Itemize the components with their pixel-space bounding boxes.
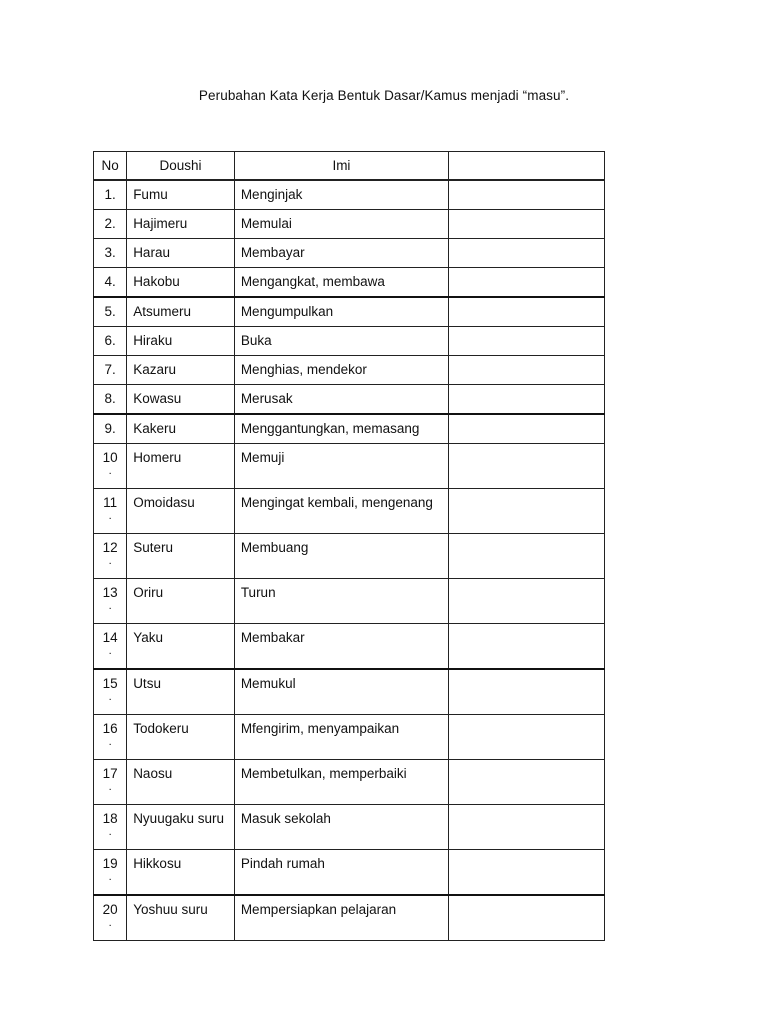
row-number — [94, 180, 127, 210]
table-row — [94, 239, 605, 268]
table-header-row — [94, 152, 605, 181]
table-row — [94, 850, 605, 896]
blank-cell — [449, 356, 605, 385]
imi-cell: Mengumpulkan — [234, 297, 448, 327]
doushi-cell: Hakobu — [127, 268, 235, 298]
table-row — [94, 489, 605, 534]
row-number-text: 17 — [102, 766, 118, 781]
row-number-dot: . — [108, 600, 112, 612]
table-row — [94, 356, 605, 385]
table-row — [94, 624, 605, 670]
row-number-dot: . — [108, 736, 112, 748]
row-number — [94, 624, 127, 670]
row-number-dot: . — [108, 917, 112, 929]
blank-cell — [449, 669, 605, 715]
row-number-text: 5. — [104, 304, 116, 319]
imi-cell: Mempersiapkan pelajaran — [234, 895, 448, 941]
row-number-text: 14 — [102, 630, 118, 645]
row-number-text: 9. — [104, 421, 116, 436]
row-number — [94, 297, 127, 327]
blank-cell — [449, 805, 605, 850]
imi-cell: Masuk sekolah — [234, 805, 448, 850]
row-number-text: 3. — [104, 245, 116, 260]
row-number-text: 10 — [102, 450, 118, 465]
row-number — [94, 760, 127, 805]
blank-cell — [449, 327, 605, 356]
doushi-cell: Hajimeru — [127, 210, 235, 239]
row-number — [94, 210, 127, 239]
imi-cell: Pindah rumah — [234, 850, 448, 896]
doushi-cell: Kowasu — [127, 385, 235, 415]
table-row — [94, 534, 605, 579]
row-number-dot: . — [108, 645, 112, 657]
blank-cell — [449, 489, 605, 534]
row-number-dot: . — [108, 781, 112, 793]
imi-cell: Mfengirim, menyampaikan — [234, 715, 448, 760]
row-number — [94, 669, 127, 715]
doushi-cell: Nyuugaku suru — [127, 805, 235, 850]
row-number-dot: . — [108, 691, 112, 703]
blank-cell — [449, 760, 605, 805]
imi-cell: Menghias, mendekor — [234, 356, 448, 385]
blank-cell — [449, 385, 605, 415]
doushi-cell: Hikkosu — [127, 850, 235, 896]
row-number-text: 13 — [102, 585, 118, 600]
blank-cell — [449, 895, 605, 941]
imi-cell: Menginjak — [234, 180, 448, 210]
row-number — [94, 534, 127, 579]
doushi-cell: Homeru — [127, 444, 235, 489]
row-number-dot: . — [108, 555, 112, 567]
doushi-cell: Kakeru — [127, 414, 235, 444]
row-number-text: 18 — [102, 811, 118, 826]
row-number — [94, 385, 127, 415]
doushi-cell: Atsumeru — [127, 297, 235, 327]
imi-cell: Merusak — [234, 385, 448, 415]
row-number-text: 12 — [102, 540, 118, 555]
row-number-text: 2. — [104, 216, 116, 231]
row-number-text: 15 — [102, 676, 118, 691]
doushi-cell: Kazaru — [127, 356, 235, 385]
table-row — [94, 805, 605, 850]
blank-cell — [449, 534, 605, 579]
table-row — [94, 210, 605, 239]
row-number-text: 11 — [103, 495, 118, 510]
blank-cell — [449, 579, 605, 624]
row-number — [94, 715, 127, 760]
blank-cell — [449, 297, 605, 327]
imi-cell: Memukul — [234, 669, 448, 715]
doushi-cell: Omoidasu — [127, 489, 235, 534]
doushi-cell: Oriru — [127, 579, 235, 624]
row-number — [94, 489, 127, 534]
imi-cell: Buka — [234, 327, 448, 356]
page-title: Perubahan Kata Kerja Bentuk Dasar/Kamus menjadi “masu”. — [198, 88, 570, 103]
imi-cell: Membayar — [234, 239, 448, 268]
imi-cell: Turun — [234, 579, 448, 624]
table-row — [94, 444, 605, 489]
row-number-text: 1. — [104, 187, 116, 202]
table-row — [94, 895, 605, 941]
row-number — [94, 579, 127, 624]
header-imi: Imi — [234, 152, 448, 181]
row-number-text: 19 — [102, 856, 118, 871]
imi-cell: Memulai — [234, 210, 448, 239]
table-row — [94, 327, 605, 356]
row-number — [94, 239, 127, 268]
table-row — [94, 579, 605, 624]
imi-cell: Membetulkan, memperbaiki — [234, 760, 448, 805]
imi-cell: Mengangkat, membawa — [234, 268, 448, 298]
table-row — [94, 385, 605, 415]
row-number-text: 16 — [102, 721, 118, 736]
header-no: No — [94, 152, 127, 181]
doushi-cell: Fumu — [127, 180, 235, 210]
blank-cell — [449, 239, 605, 268]
row-number-text: 8. — [104, 391, 116, 406]
row-number — [94, 805, 127, 850]
table-row — [94, 268, 605, 298]
table-row — [94, 760, 605, 805]
doushi-cell: Naosu — [127, 760, 235, 805]
row-number-dot: . — [108, 465, 112, 477]
table-row — [94, 669, 605, 715]
imi-cell: Menggantungkan, memasang — [234, 414, 448, 444]
row-number-text: 20 — [102, 902, 118, 917]
row-number-text: 4. — [104, 274, 116, 289]
doushi-cell: Suteru — [127, 534, 235, 579]
table-row — [94, 297, 605, 327]
doushi-cell: Harau — [127, 239, 235, 268]
blank-cell — [449, 268, 605, 298]
table-row — [94, 180, 605, 210]
doushi-cell: Yaku — [127, 624, 235, 670]
blank-cell — [449, 444, 605, 489]
imi-cell: Membakar — [234, 624, 448, 670]
blank-cell — [449, 624, 605, 670]
row-number-text: 6. — [104, 333, 116, 348]
blank-cell — [449, 180, 605, 210]
blank-cell — [449, 210, 605, 239]
doushi-cell: Utsu — [127, 669, 235, 715]
row-number-dot: . — [108, 510, 112, 522]
header-blank — [449, 152, 605, 181]
blank-cell — [449, 850, 605, 896]
imi-cell: Membuang — [234, 534, 448, 579]
table-row — [94, 715, 605, 760]
row-number-text: 7. — [104, 362, 116, 377]
row-number-dot: . — [108, 826, 112, 838]
blank-cell — [449, 414, 605, 444]
header-doushi: Doushi — [127, 152, 235, 181]
row-number — [94, 268, 127, 298]
row-number — [94, 895, 127, 941]
row-number-dot: . — [108, 871, 112, 883]
verb-table — [93, 151, 605, 941]
blank-cell — [449, 715, 605, 760]
doushi-cell: Hiraku — [127, 327, 235, 356]
imi-cell: Mengingat kembali, mengenang — [234, 489, 448, 534]
row-number — [94, 327, 127, 356]
doushi-cell: Yoshuu suru — [127, 895, 235, 941]
row-number — [94, 356, 127, 385]
table-row — [94, 414, 605, 444]
row-number — [94, 850, 127, 896]
row-number — [94, 414, 127, 444]
row-number — [94, 444, 127, 489]
doushi-cell: Todokeru — [127, 715, 235, 760]
imi-cell: Memuji — [234, 444, 448, 489]
